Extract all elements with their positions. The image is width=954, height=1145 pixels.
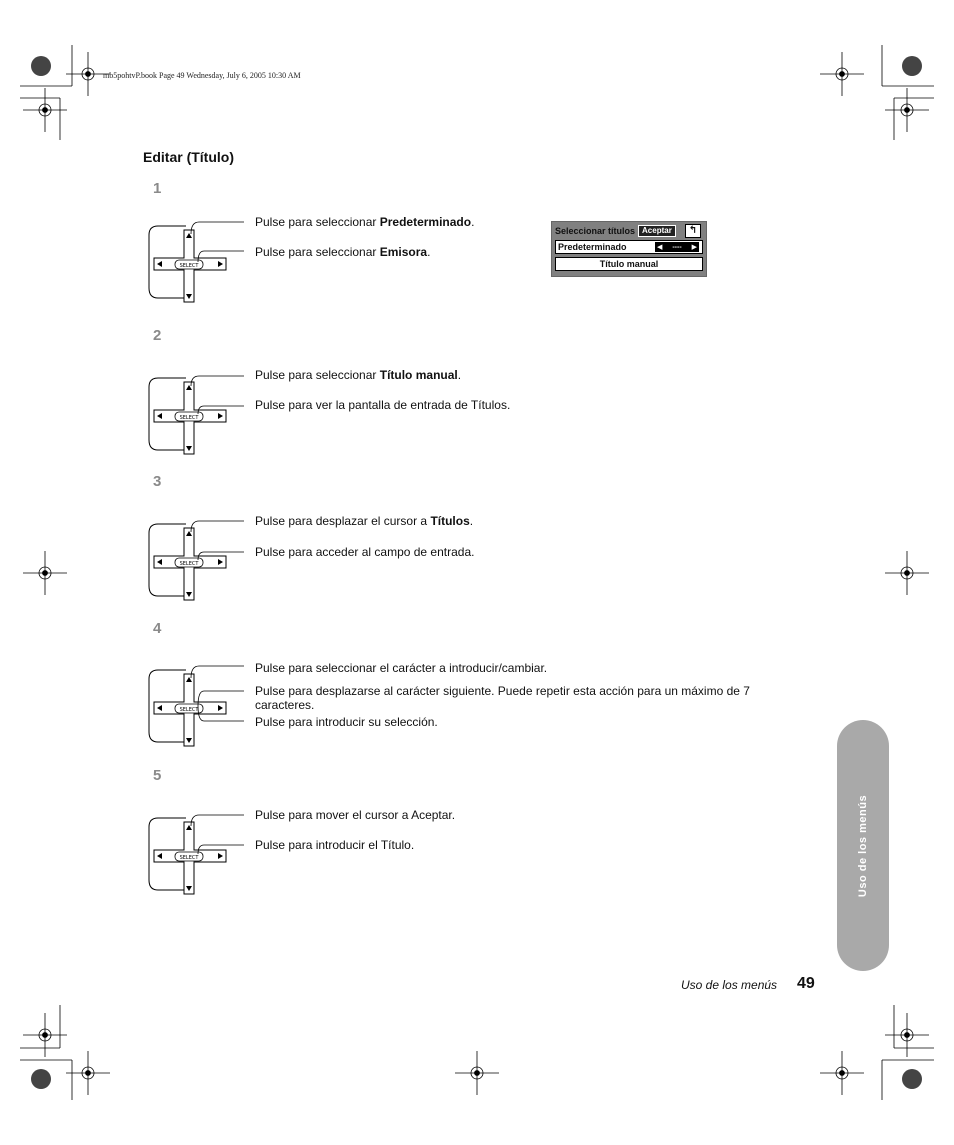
remote-pad-diagram-5	[146, 810, 256, 900]
step-5-line-2: Pulse para introducir el Título.	[255, 838, 415, 852]
registration-dot	[43, 108, 48, 113]
side-tab-label: Uso de los menús	[857, 794, 869, 897]
leader-line	[191, 521, 244, 532]
step-number-5: 5	[153, 767, 162, 784]
menu-header-row	[555, 224, 703, 238]
value-selector[interactable]	[655, 242, 699, 252]
footer-section-name: Uso de los menús	[681, 978, 778, 992]
file-info-header: mb5pohtvP.book Page 49 Wednesday, July 6, 2005 10:30 AM	[103, 71, 301, 80]
select-label: SELECT	[179, 855, 199, 861]
step-1-line-2: Pulse para seleccionar Emisora.	[255, 245, 431, 259]
registration-dot	[86, 1071, 91, 1076]
select-label: SELECT	[179, 561, 199, 567]
registration-dot	[43, 571, 48, 576]
remote-pad-diagram-2	[146, 370, 256, 460]
chapter-side-tab	[837, 720, 889, 971]
registration-dot	[840, 72, 845, 77]
selector-value: ----	[672, 243, 682, 251]
registration-dot	[905, 108, 910, 113]
leader-line	[191, 222, 244, 234]
remote-pad-diagram-4	[146, 662, 256, 752]
right-arrow-icon[interactable]: ▶	[691, 244, 697, 251]
registration-dot	[475, 1071, 480, 1076]
registration-dot	[840, 1071, 845, 1076]
step-4-line-1: Pulse para seleccionar el carácter a introducir/cambiar.	[255, 661, 548, 675]
menu-row-label: Predeterminado	[558, 242, 627, 252]
select-label: SELECT	[179, 707, 199, 713]
select-label: SELECT	[179, 415, 199, 421]
menu-title: Seleccionar títulos	[555, 226, 636, 236]
accept-button[interactable]: Aceptar	[638, 225, 676, 237]
back-icon[interactable]: ↰	[685, 224, 701, 238]
select-label: SELECT	[179, 263, 199, 269]
registration-dot	[905, 1033, 910, 1038]
leader-line	[191, 376, 244, 386]
step-5-line-1: Pulse para mover el cursor a Aceptar.	[255, 808, 456, 822]
step-1-line-1: Pulse para seleccionar Predeterminado.	[255, 215, 475, 229]
step-2-line-2: Pulse para ver la pantalla de entrada de Títulos.	[255, 398, 511, 412]
step-4-line-3: Pulse para introducir su selección.	[255, 715, 438, 729]
registration-dot	[86, 72, 91, 77]
leader-line	[191, 666, 244, 678]
leader-line	[191, 815, 244, 826]
step-number-1: 1	[153, 180, 162, 197]
step-4-line-2: Pulse para desplazarse al carácter siguiente. Puede repetir esta acción para un máximo de 7 caracteres.	[255, 684, 750, 712]
step-number-3: 3	[153, 473, 162, 490]
remote-pad-diagram-1	[146, 218, 256, 308]
step-number-2: 2	[153, 327, 162, 344]
menu-row-default[interactable]	[555, 240, 703, 254]
registration-dot	[43, 1033, 48, 1038]
menu-row-manual-title[interactable]: Título manual	[555, 257, 703, 271]
section-title: Editar (Título)	[143, 149, 234, 165]
remote-pad-diagram-3	[146, 516, 256, 606]
step-3-line-2: Pulse para acceder al campo de entrada.	[255, 545, 475, 559]
step-3-line-1: Pulse para desplazar el cursor a Títulos.	[255, 514, 474, 528]
registration-dot	[905, 571, 910, 576]
step-2-line-1: Pulse para seleccionar Título manual.	[255, 368, 462, 382]
left-arrow-icon[interactable]: ◀	[657, 244, 663, 251]
step-number-4: 4	[153, 620, 162, 637]
title-select-menu	[551, 221, 707, 277]
page-number: 49	[797, 975, 815, 992]
